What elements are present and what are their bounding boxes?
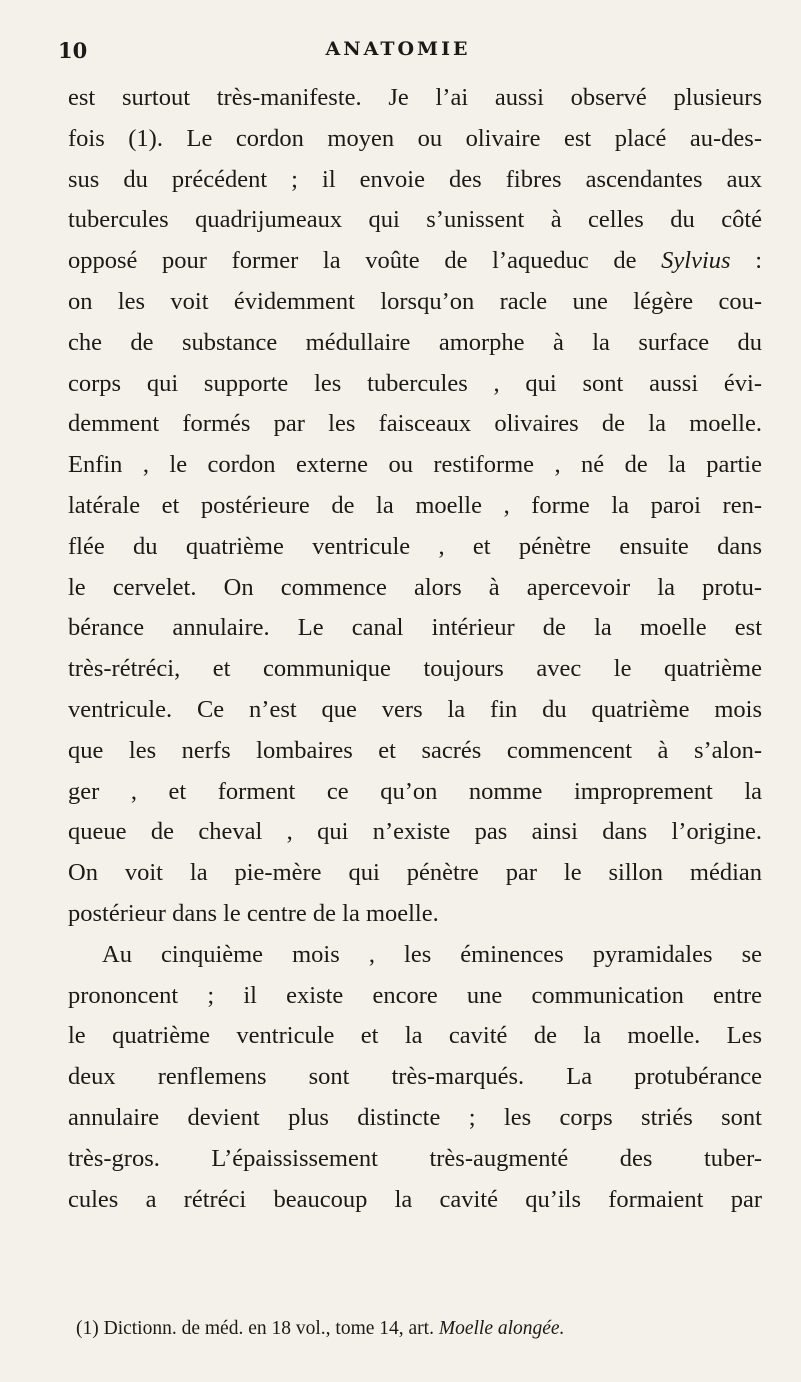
text-line: très-rétréci, et communique toujours avec le quatrième bbox=[68, 655, 762, 683]
text-line: sus du précédent ; il envoie des fibres ascendantes aux bbox=[68, 165, 762, 193]
footnote bbox=[76, 1318, 766, 1340]
text-segment: : bbox=[730, 247, 763, 275]
text-line-with-italic bbox=[68, 241, 762, 282]
text-line: est surtout très-manifeste. Je l’ai aussi observé plusieurs bbox=[68, 84, 762, 111]
text-line: cules a rétréci beaucoup la cavité qu’ils formaient par bbox=[68, 1185, 762, 1213]
footnote-text: (1) Dictionn. de méd. en 18 vol., tome 14, art. bbox=[76, 1318, 434, 1339]
text-line: ventricule. Ce n’est que vers la fin du quatrième mois bbox=[68, 695, 762, 723]
text-line: deux renflemens sont très-marqués. La protubérance bbox=[68, 1063, 762, 1091]
text-line: le cervelet. On commence alors à apercevoir la protu- bbox=[68, 573, 762, 601]
footnote-italic: Moelle alongée. bbox=[438, 1318, 565, 1339]
text-line: on les voit évidemment lorsqu’on racle une légère cou- bbox=[68, 287, 762, 315]
text-segment: opposé pour former la voûte de l’aqueduc de bbox=[68, 247, 637, 275]
text-line: le quatrième ventricule et la cavité de la moelle. Les bbox=[68, 1022, 762, 1050]
text-line: prononcent ; il existe encore une communication entre bbox=[68, 981, 762, 1009]
text-line: Enfin , le cordon externe ou restiforme , né de la partie bbox=[68, 451, 762, 479]
text-line: postérieur dans le centre de la moelle. bbox=[68, 899, 439, 927]
text-line: très-gros. L’épaississement très-augmenté des tuber- bbox=[68, 1144, 762, 1172]
text-line: che de substance médullaire amorphe à la surface du bbox=[68, 328, 762, 356]
text-line: queue de cheval , qui n’existe pas ainsi dans l’origine. bbox=[68, 818, 762, 846]
text-line: bérance annulaire. Le canal intérieur de la moelle est bbox=[68, 614, 762, 642]
text-line: fois (1). Le cordon moyen ou olivaire est placé au-des- bbox=[68, 124, 762, 152]
body-text bbox=[68, 78, 762, 1220]
text-line: tubercules quadrijumeaux qui s’unissent à celles du côté bbox=[68, 206, 762, 234]
text-line: On voit la pie-mère qui pénètre par le sillon médian bbox=[68, 859, 762, 887]
text-line: annulaire devient plus distincte ; les corps striés sont bbox=[68, 1103, 762, 1131]
text-line: Au cinquième mois , les éminences pyramidales se bbox=[102, 940, 762, 968]
italic-name: Sylvius bbox=[661, 247, 731, 275]
page-header bbox=[58, 38, 738, 68]
text-line: ger , et forment ce qu’on nomme improprement la bbox=[68, 777, 762, 805]
text-line: latérale et postérieure de la moelle , forme la paroi ren- bbox=[68, 491, 762, 519]
text-line: que les nerfs lombaires et sacrés commencent à s’alon- bbox=[68, 736, 762, 764]
text-line: flée du quatrième ventricule , et pénètre ensuite dans bbox=[68, 532, 762, 560]
text-line: corps qui supporte les tubercules , qui sont aussi évi- bbox=[68, 369, 762, 397]
page-number: 10 bbox=[58, 38, 88, 63]
running-head: ANATOMIE bbox=[325, 38, 471, 60]
text-line: demment formés par les faisceaux olivaires de la moelle. bbox=[68, 410, 762, 438]
